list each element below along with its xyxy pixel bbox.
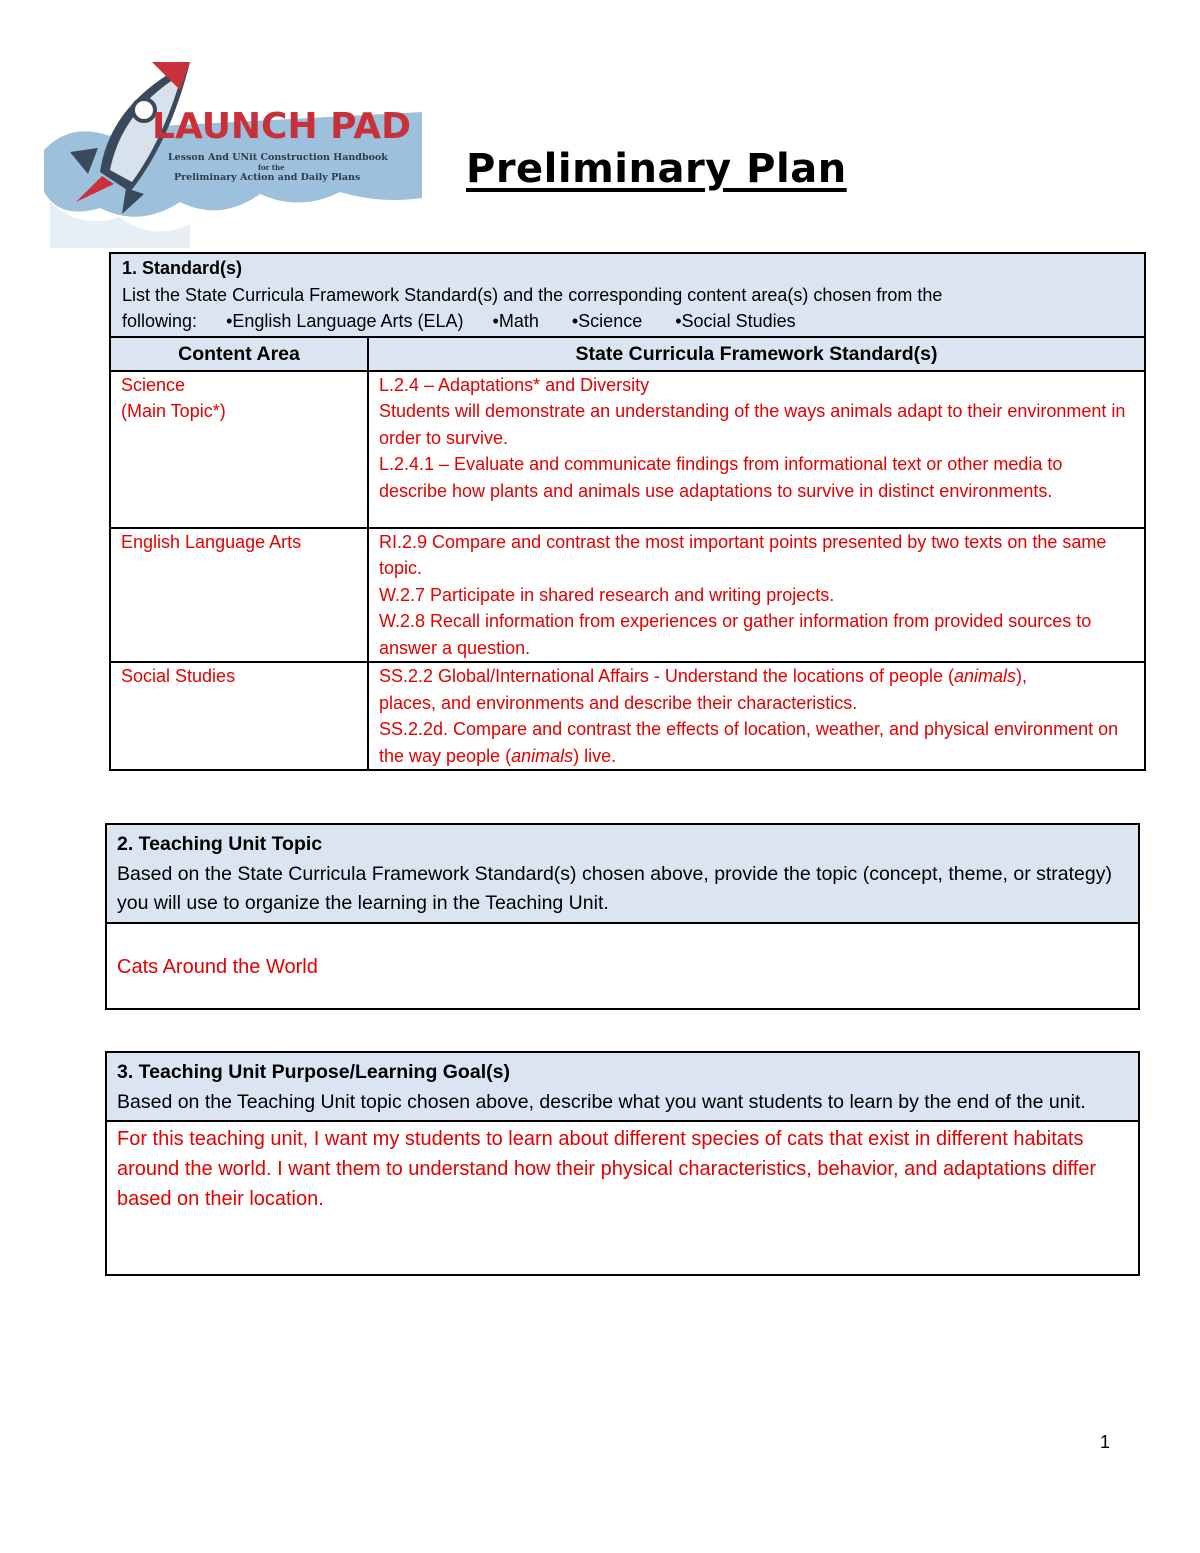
logo-subtitle-line3: Preliminary Action and Daily Plans xyxy=(174,172,361,183)
col-header-content-area: Content Area xyxy=(110,337,368,371)
section3-header xyxy=(107,1053,1138,1122)
option-math: •Math xyxy=(492,311,539,331)
option-ela: •English Language Arts (ELA) xyxy=(226,311,464,331)
col-header-standards: State Curricula Framework Standard(s) xyxy=(368,337,1145,371)
table-row xyxy=(110,662,1145,770)
standards-cell: L.2.4 – Adaptations* and Diversity Students will demonstrate an understanding of the ways animals adapt to their environment in order to survive. L.2.4.1 – Evaluate and communicate findings from informational text or other media to describe how plants and animals use adaptations to survive in distinct environments. xyxy=(368,371,1145,528)
following-label: following: xyxy=(122,311,198,331)
page-number: 1 xyxy=(1100,1432,1111,1452)
section1-instruction: List the State Curricula Framework Standard(s) and the corresponding content area(s) chosen from the xyxy=(122,284,943,305)
launch-pad-logo xyxy=(40,52,422,248)
page-title: Preliminary Plan xyxy=(466,146,847,192)
section2-answer: Cats Around the World xyxy=(117,955,318,978)
teaching-unit-topic-section xyxy=(105,823,1140,1010)
standards-cell: SS.2.2 Global/International Affairs - Understand the locations of people (animals), places, and environments and describe their characteristics. SS.2.2d. Compare and contrast the effects of location, weather, and physical environment on the way people (animals) live. xyxy=(368,662,1145,770)
purpose-learning-goals-section xyxy=(105,1051,1140,1276)
section1-title: 1. Standard(s) xyxy=(122,258,243,278)
standards-header xyxy=(110,253,1145,337)
option-science: •Science xyxy=(571,311,643,331)
content-area-cell: English Language Arts xyxy=(110,528,368,663)
table-row xyxy=(110,371,1145,528)
section1-options xyxy=(122,308,1133,335)
content-area-cell: Social Studies xyxy=(110,662,368,770)
logo-title: LAUNCH PAD xyxy=(152,106,411,147)
section2-instruction: Based on the State Curricula Framework Standard(s) chosen above, provide the topic (concept, theme, or strategy) you will use to organize the learning in the Teaching Unit. xyxy=(117,862,1112,914)
table-row xyxy=(110,528,1145,663)
section2-header xyxy=(107,825,1138,924)
option-social-studies: •Social Studies xyxy=(675,311,796,331)
section3-instruction: Based on the Teaching Unit topic chosen above, describe what you want students to learn by the end of the unit. xyxy=(117,1090,1086,1113)
section3-title: 3. Teaching Unit Purpose/Learning Goal(s) xyxy=(117,1061,510,1083)
section3-answer: For this teaching unit, I want my students to learn about different species of cats that exist in different habitats around the world. I want them to understand how their physical characteristics, behavior, and adaptations differ based on their location. xyxy=(117,1128,1097,1210)
logo-subtitle-line1: Lesson And UNit Construction Handbook xyxy=(168,152,388,163)
logo-subtitle-line2: for the xyxy=(258,163,285,172)
standards-table xyxy=(109,252,1146,771)
section2-title: 2. Teaching Unit Topic xyxy=(117,833,323,855)
standards-cell: RI.2.9 Compare and contrast the most important points presented by two texts on the same topic. W.2.7 Participate in shared research and writing projects. W.2.8 Recall information from experiences or gather information from provided sources to answer a question. xyxy=(368,528,1145,663)
content-area-cell: Science (Main Topic*) xyxy=(110,371,368,528)
